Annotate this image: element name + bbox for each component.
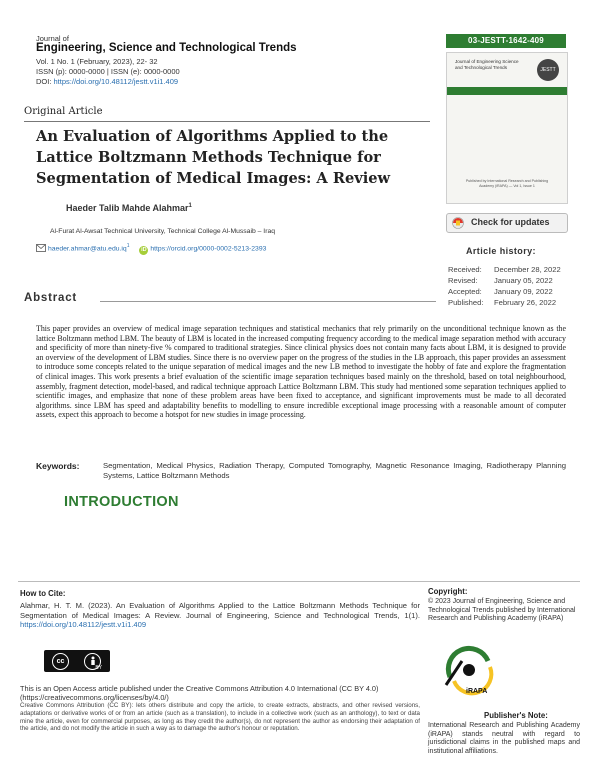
keywords-text: Segmentation, Medical Physics, Radiation Therapy, Computed Tomography, Magnetic Resonance Imaging, Radiotherapy Planning Systems, Lattice Boltzmann Methods (103, 461, 566, 480)
irapa-logo-text: iRAPA (466, 688, 488, 695)
journal-label: Journal of (36, 34, 69, 43)
article-title: An Evaluation of Algorithms Applied to the Lattice Boltzmann Methods Technique for Segmentation of Medical Images: A Review (36, 128, 391, 187)
journal-name: Engineering, Science and Technological Trends (36, 42, 297, 54)
doi-link[interactable]: https://doi.org/10.48112/jestt.v1i1.409 (53, 77, 179, 86)
how-to-cite-text (20, 601, 420, 630)
cc-icon: cc (52, 653, 69, 670)
check-updates-label: Check for updates (471, 217, 550, 227)
journal-cover (446, 52, 568, 204)
journal-doi (36, 77, 178, 86)
citation-doi-link[interactable]: https://doi.org/10.48112/jestt.v1i1.409 (20, 620, 147, 629)
abstract-divider (100, 301, 436, 302)
cover-title: Journal of Engineering Science and Technological Trends (455, 59, 519, 70)
author-name (66, 203, 192, 213)
irapa-logo (438, 641, 500, 701)
journal-volume: Vol. 1 No. 1 (February, 2023), 22- 32 (36, 57, 158, 66)
history-value: December 28, 2022 (494, 265, 561, 274)
author-contact (36, 243, 266, 255)
doi-label: DOI: (36, 77, 52, 86)
citation-text: Alahmar, H. T. M. (2023). An Evaluation of Algorithms Applied to the Lattice Boltzmann Methods Technique for Segmentation of Medical Images: A Review. Journal of Engineering, Science and Technological Trends, 1(1). (20, 601, 420, 620)
history-item (448, 297, 561, 308)
open-access-statement: This is an Open Access article published under the Creative Commons Attribution 4.0 International (CC BY 4.0) (https://creativecommons.org/licenses/by/4.0/) (20, 684, 379, 702)
author-email[interactable]: haeder.ahmar@atu.edu.iq (48, 245, 127, 253)
publisher-note-heading: Publisher's Note: (484, 711, 548, 720)
issue-badge: 03-JESTT-1642-409 (446, 34, 566, 48)
cc-by-badge[interactable] (44, 650, 110, 672)
cover-logo: JESTT (537, 59, 559, 81)
history-key: Accepted: (448, 287, 482, 296)
author-sup: 1 (188, 203, 192, 209)
author-affiliation: Al-Furat Al-Awsat Technical University, Technical College Al-Mussaib – Iraq (50, 228, 276, 235)
publisher-note-text: International Research and Publishing Academy (iRAPA) stands neutral with regard to jurisdictional claims in the published maps and institutional affiliations. (428, 722, 580, 755)
copyright-heading: Copyright: (428, 587, 468, 596)
author-name-text: Haeder Talib Mahde Alahmar (66, 203, 189, 213)
orcid-icon: iD (141, 247, 147, 254)
how-to-cite-heading: How to Cite: (20, 589, 66, 598)
history-title: Article history: (466, 246, 536, 256)
title-divider (24, 121, 430, 122)
history-item (448, 275, 561, 286)
footer-divider (18, 581, 580, 582)
email-sup: 1 (126, 243, 130, 249)
copyright-text: © 2023 Journal of Engineering, Science and Technological Trends published by International Research and Publishing Academy (iRAPA) (428, 598, 576, 623)
history-list (448, 264, 561, 308)
history-key: Received: (448, 265, 482, 274)
cover-caption: Published by International Research and Publishing Academy (iRAPA) — Vol 1, Issue 1 (465, 179, 549, 188)
cover-bar (447, 87, 567, 95)
abstract-text: This paper provides an overview of medical image separation techniques and statistical mechanics that rely primarily on the unconditional technique known as the lattice Boltzmann method LBM. The beauty of LBM is located in the increased computing frequency according to the medical image separation method with accuracy and specificity of more than ninety-five % compared to traditional strategies. Since clinical physics does not contain many facts about LBM, it is designed to provide an overview of the development of LBM studies. Since there is no overview paper on the progress of the studies in the LB approach, this paper provides an assessment to introduce some concepts related to the unique separation of medical images and the new LB method to investigate the hobby of fate and explore the fragmentation of clinical images. This work presents a brief evaluation of the scientific image separation techniques based mainly on the threshold, based on total neighbourhood, assembly, fragment detection, model-based, and radical technique approach Lattice Boltzmann LBM. This study had mentioned some separation techniques applied to scientific images, and emphasize that none of these problem areas have been fixed to acceptance, and significant improvements must be made to all decorated algorithms. since LBM has speed and adaptability benefits to modelling to ensure incredible exceptional image processing with a reasonable amount of computer assets, expect this approach to become a hotspot for new studies in image processing. (36, 324, 566, 420)
history-key: Published: (448, 298, 484, 307)
history-key: Revised: (448, 276, 478, 285)
license-details: Creative Commons Attribution (CC BY): lets others distribute and copy the article, to create extracts, abstracts, and other revised versions, adaptations or derivative works of or from an article (such as a translation), to include in a collective work (such as an anthology), to text or data mine the article, even for commercial purposes, as long as they credit the author(s), do not represent the author as endorsing their adaptation of the article, and do not modify the article in such a way as to damage the author's honour or reputation. (20, 702, 420, 733)
history-value: February 26, 2022 (494, 298, 557, 307)
introduction-heading: INTRODUCTION (64, 494, 179, 510)
history-value: January 05, 2022 (494, 276, 553, 285)
author-orcid[interactable]: https://orcid.org/0000-0002-5213-2393 (150, 245, 267, 253)
journal-issn: ISSN (p): 0000-0000 | ISSN (e): 0000-0000 (36, 67, 180, 76)
email-icon (36, 244, 46, 252)
check-for-updates-button[interactable] (446, 213, 568, 233)
by-label: BY (95, 665, 102, 671)
history-item (448, 264, 561, 275)
history-value: January 09, 2022 (494, 287, 553, 296)
check-updates-icon (452, 217, 464, 229)
article-type: Original Article (24, 106, 103, 117)
abstract-heading: Abstract (24, 292, 78, 304)
history-item (448, 286, 561, 297)
keywords-label: Keywords: (36, 461, 80, 471)
